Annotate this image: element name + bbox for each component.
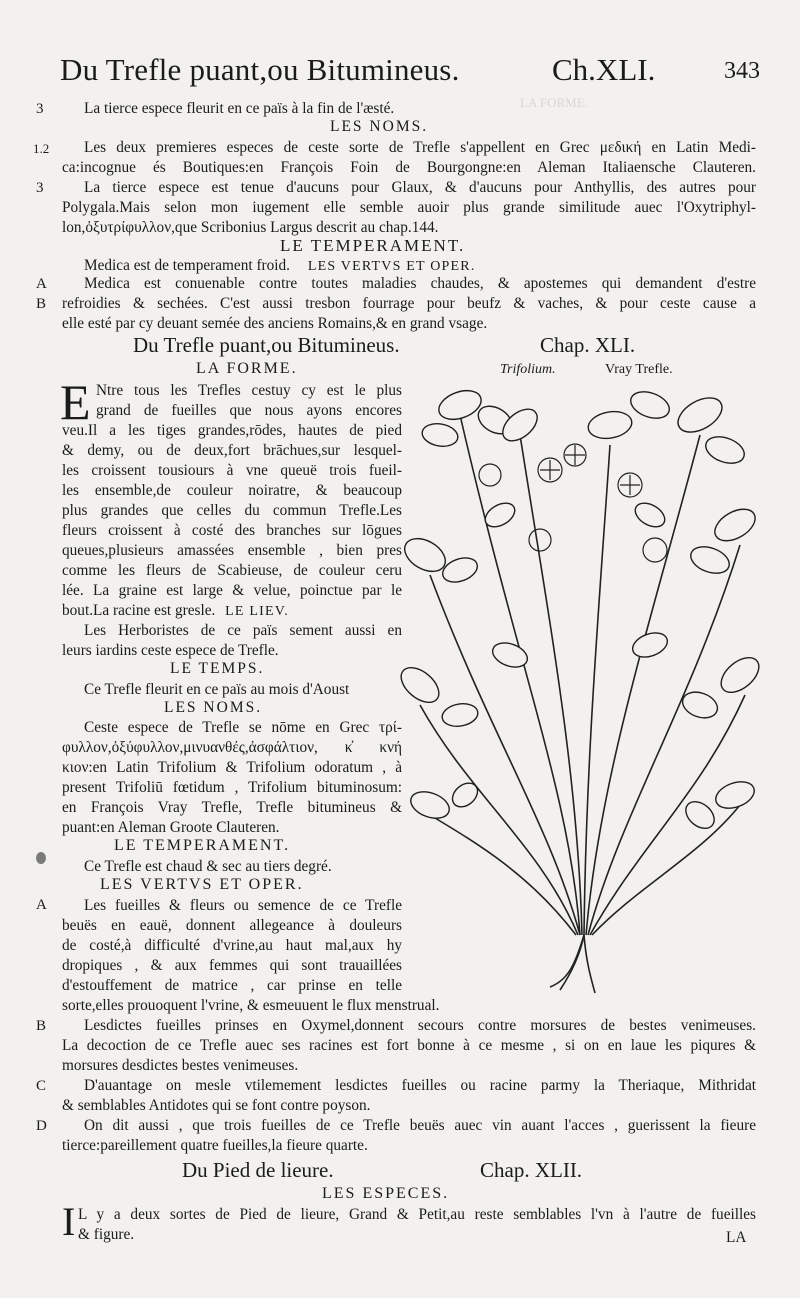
margin-letter: C: [36, 1078, 47, 1094]
text-line: veu.Il a les tiges grandes,rōdes, hautes de pied: [62, 422, 402, 439]
text-line: en François Vray Trefle, Trefle bitumineus &: [62, 799, 402, 816]
text-line: On dit aussi , que trois fueilles de ce Trefle beuës auec vin auant l'acces , guerissent la fieure: [84, 1117, 756, 1134]
chapter-title: Du Trefle puant,ou Bitumineus.: [133, 333, 400, 357]
heading-vertus: LES VERTVS ET OPER.: [100, 876, 304, 893]
text-line: Ce Trefle fleurit en ce païs au mois d'Aoust: [84, 681, 350, 698]
margin-letter: B: [36, 296, 47, 312]
heading-forme: LA FORME.: [196, 360, 298, 377]
chapter-number: Chap. XLI.: [540, 333, 636, 357]
text-line: lée. La graine est large & velue, poinctue par le: [62, 582, 402, 599]
margin-note: 1.2: [33, 141, 50, 156]
margin-note: 3: [36, 101, 44, 117]
chapter-number-2: Chap. XLII.: [480, 1158, 583, 1182]
text-line: Les fueilles & fleurs ou semence de ce Trefle: [84, 897, 402, 914]
show-through-ghost: LA FORME.: [520, 95, 588, 110]
text-line: ca:incognue és Boutiques:en François Foin de Bourgongne:en Aleman Italiaensche Clauteren.: [62, 159, 756, 176]
text-line: puant:en Aleman Groote Clauteren.: [62, 819, 280, 836]
margin-letter: A: [36, 897, 47, 913]
heading-temperament: LE TEMPERAMENT.: [280, 236, 466, 255]
running-chapter: Ch.XLI.: [552, 52, 656, 87]
heading-vertus-inline: LES VERTVS ET OPER.: [307, 259, 476, 274]
text-line: present Trifoliū fœtidum , Trifolium bituminosum:: [62, 779, 402, 796]
text-line: Lesdictes fueilles prinses en Oxymel,donnent secours contre morsures de bestes venimeuses.: [84, 1017, 756, 1034]
drop-cap: E: [60, 374, 91, 430]
text-line: sorte,elles prouoquent l'vrine, & esmeuuent le flux menstrual.: [62, 997, 440, 1014]
text-line: & figure.: [78, 1226, 135, 1243]
heading-especes: LES ESPECES.: [322, 1185, 450, 1202]
chapter-title-2: Du Pied de lieure.: [182, 1158, 334, 1182]
text-line: refroidies & sechées. C'est aussi tresbon fourrage pour beufz & vaches, & pour ceste cause a: [62, 295, 756, 312]
text-line: comme les fleurs de Scabieuse, de couleur ceru: [62, 562, 402, 579]
text-line: fleurs croissent à costé des branches sur lōgues: [62, 522, 402, 539]
text-line: D'auantage on mesle vtilemement lesdictes fueilles ou racine parmy la Theriaque, Mithridat: [84, 1077, 756, 1094]
margin-letter: D: [36, 1118, 47, 1134]
text-line: Ce Trefle est chaud & sec au tiers degré.: [84, 858, 332, 875]
heading-noms-2: LES NOMS.: [164, 699, 263, 716]
text-line: L y a deux sortes de Pied de lieure, Grand & Petit,au reste semblables l'vn à l'autre de fueilles: [78, 1206, 756, 1223]
text-line: les ensemble,de couleur noiratre, & beaucoup: [62, 482, 402, 499]
text-line: grand de fueilles que nous ayons encores: [96, 402, 402, 419]
temperament-text: Medica est de temperament froid.: [84, 257, 291, 274]
trefoil-woodcut-illustration: [400, 375, 760, 995]
page-number: 343: [724, 58, 760, 84]
running-header: [60, 52, 760, 92]
figure-caption-latin: Trifolium.: [500, 362, 556, 377]
text-line: Ceste espece de Trefle se nōme en Grec τρί-: [84, 719, 402, 736]
text-line: beuës en eauë, donnent allegeance à douleurs: [62, 917, 402, 934]
text-line: & demy, ou de deux,fort brāchues,sur lesquel-: [62, 442, 402, 459]
text-line: plus grandes que celles du commun Trefle.Les: [62, 502, 402, 519]
text-line: φυλλον,ὀξύφυλλον,μινυανθές,ἀσφάλτιον, κ̓ κνή: [62, 739, 402, 756]
figure-caption-french: Vray Trefle.: [605, 362, 673, 377]
text-line: Ntre tous les Trefles cestuy cy est le plus: [96, 382, 402, 399]
margin-letter: B: [36, 1018, 47, 1034]
ink-spot: [36, 852, 46, 864]
running-title: Du Trefle puant,ou Bitumineus.: [60, 52, 460, 87]
text-line: de costé,à difficulté d'vrine,au haut mal,aux hy: [62, 937, 402, 954]
text-line: [62, 601, 289, 622]
text-line: Les Herboristes de ce païs sement aussi en: [84, 622, 402, 639]
text-line: La tierce espece fleurit en ce païs à la fin de l'æsté.: [84, 100, 395, 117]
drop-cap-2: I: [62, 1199, 76, 1244]
text-line: leurs iardins ceste espece de Trefle.: [62, 642, 279, 659]
text-line: La tierce espece est tenue d'aucuns pour Glaux, & d'aucuns pour Anthyllis, des autres pour: [84, 179, 756, 196]
text-line: d'estouffement de matrice , car prinse en telle: [62, 977, 402, 994]
text-line: & semblables Antidotes qui se font contre poyson.: [62, 1097, 371, 1114]
heading-noms: LES NOMS.: [330, 118, 429, 135]
text-line: Medica est conuenable contre toutes maladies chaudes, & apostemes qui demandent d'estre: [84, 275, 756, 292]
margin-note: 3: [36, 180, 44, 196]
forme-last: bout.La racine est gresle.: [62, 602, 216, 619]
heading-temps: LE TEMPS.: [170, 660, 265, 677]
text-line: queues,plusieurs amassées ensemble , bien pres: [62, 542, 402, 559]
text-line: morsures desdictes bestes venimeuses.: [62, 1057, 299, 1074]
text-line: Les deux premieres especes de ceste sorte de Trefle s'appellent en Grec μεδική en Latin Medi-: [84, 139, 756, 156]
text-line: La decoction de ce Trefle auec ses racines est fort bonne à ce mesme , si on en laue les piqures &: [62, 1037, 756, 1054]
text-line: lon,ὀξυτρίφυλλον,que Scribonius Largus descrit au chap.144.: [62, 219, 439, 236]
text-line: tierce:pareillement quatre fueilles,la fieure quarte.: [62, 1137, 368, 1154]
margin-letter: A: [36, 276, 47, 292]
catchword: LA: [726, 1229, 747, 1246]
text-line: les croissent tousiours à vne queuë trois fueil-: [62, 462, 402, 479]
heading-lieu-inline: LE LIEV.: [225, 604, 289, 619]
heading-temperament-2: LE TEMPERAMENT.: [114, 837, 291, 854]
text-line: Polygala.Mais selon mon iugement elle semble auoir plus grande similitude auec l'Oxytriphyl-: [62, 199, 756, 216]
text-line: dropiques , & aux femmes qui sont trauaillées: [62, 957, 402, 974]
text-line: elle esté par cy deuant semée des anciens Romains,& en grand vsage.: [62, 315, 488, 332]
text-line: κιον:en Latin Trifolium & Trifolium odoratum , à: [62, 759, 402, 776]
